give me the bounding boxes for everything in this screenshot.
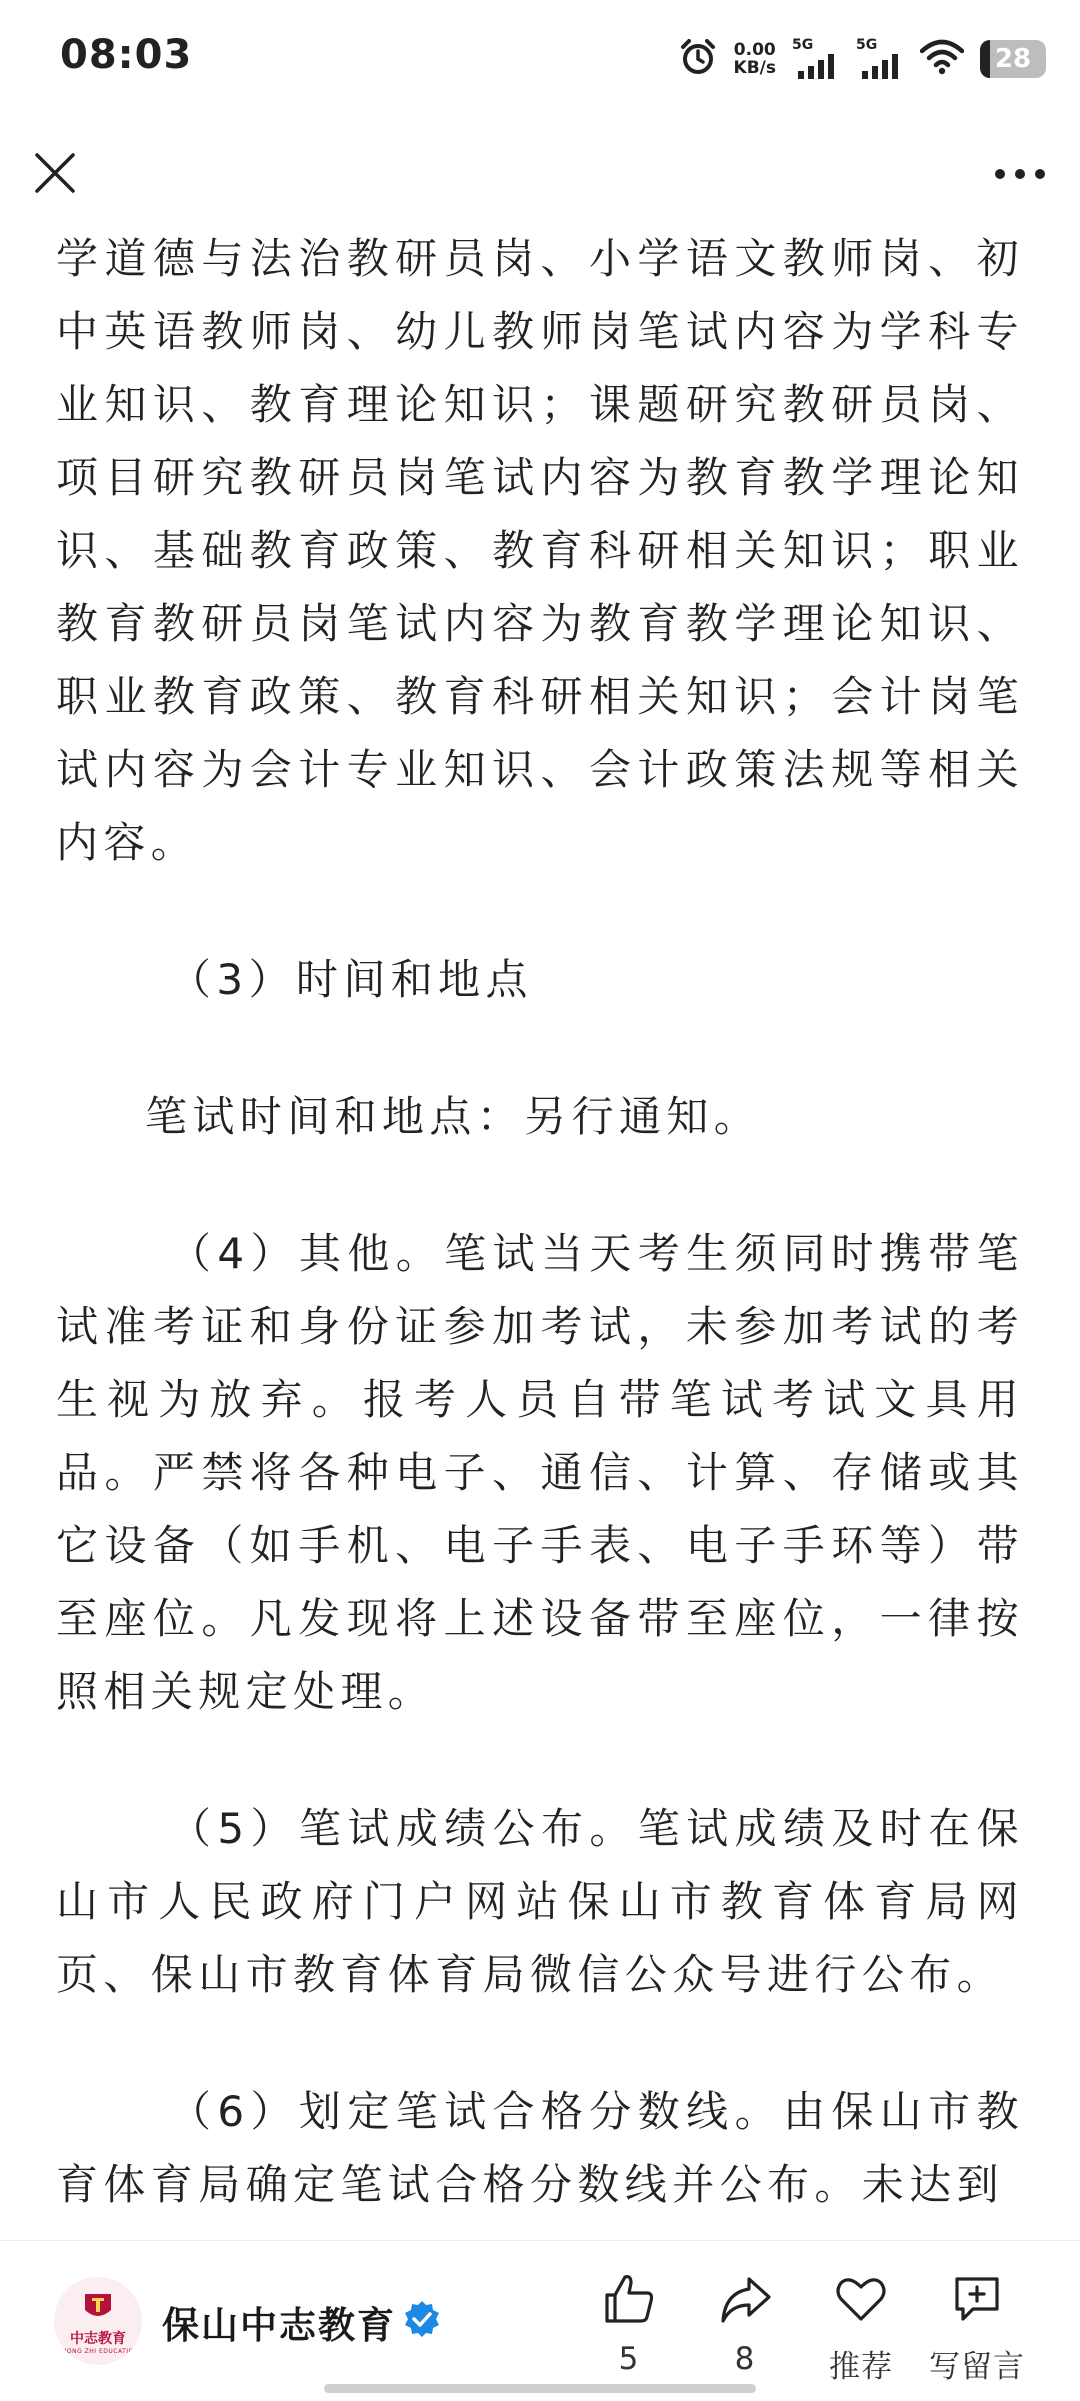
more-button[interactable]	[984, 144, 1056, 206]
account-name[interactable]: 保山中志教育	[162, 2304, 396, 2347]
verified-badge-icon	[402, 2299, 442, 2339]
like-button[interactable]	[574, 2271, 684, 2377]
account-avatar[interactable]	[54, 2277, 142, 2365]
article-paragraph: （4）其他。笔试当天考生须同时携带笔试准考证和身份证参加考试，未参加考试的考生视为放弃。报考人员自带笔试考试文具用品。严禁将各种电子、通信、计算、存储或其它设备（如手机、电子手表、电子手环等）带至座位。凡发现将上述设备带至座位，一律按照相关规定处理。	[56, 1229, 1024, 1716]
more-icon	[992, 166, 1048, 185]
comment-button[interactable]	[922, 2271, 1032, 2386]
recommend-label: 推荐	[829, 2349, 893, 2385]
signal-icon-sim2	[856, 39, 904, 79]
logo-emblem-icon	[81, 2288, 115, 2326]
article-paragraph: （5）笔试成绩公布。笔试成绩及时在保山市人民政府门户网站保山市教育体育局网页、保山市教育体育局微信公众号进行公布。	[56, 1804, 1024, 1999]
net-speed-unit: KB/s	[733, 58, 776, 78]
article-body	[0, 222, 1080, 2240]
status-bar	[0, 0, 1080, 118]
close-button[interactable]	[24, 144, 86, 206]
logo-subtext: ZHONG ZHI EDUCATION	[57, 2347, 139, 2355]
close-icon	[33, 151, 77, 199]
bottom-bar	[0, 2240, 1080, 2401]
status-time: 08:03	[60, 32, 193, 78]
like-count: 5	[618, 2341, 640, 2377]
heart-icon	[833, 2271, 889, 2331]
article-paragraph: 笔试时间和地点：另行通知。	[145, 1092, 762, 1141]
article-paragraph: 学道德与法治教研员岗、小学语文教师岗、初中英语教师岗、幼儿教师岗笔试内容为学科专业知识、教育理论知识；课题研究教研员岗、项目研究教研员岗笔试内容为教育教学理论知识、基础教育政策、教育科研相关知识；职业教育教研员岗笔试内容为教育教学理论知识、职业教育政策、教育科研相关知识；会计岗笔试内容为会计专业知识、会计政策法规等相关内容。	[56, 234, 1024, 867]
alarm-icon	[678, 37, 718, 81]
comment-label: 写留言	[929, 2349, 1025, 2385]
sim2-label: 5G	[856, 37, 878, 53]
comment-add-icon	[949, 2271, 1005, 2331]
recommend-button[interactable]	[806, 2271, 916, 2386]
share-count: 8	[734, 2341, 756, 2377]
logo-text: 中志教育	[70, 2330, 126, 2347]
signal-icon-sim1	[792, 39, 840, 79]
article-paragraph: （3）时间和地点	[169, 955, 533, 1004]
wifi-icon	[920, 39, 964, 79]
status-icons	[678, 34, 1046, 84]
battery-level: 28	[994, 44, 1032, 74]
net-speed	[734, 41, 776, 77]
share-button[interactable]	[690, 2271, 800, 2377]
home-indicator[interactable]	[324, 2384, 756, 2393]
top-nav	[0, 118, 1080, 238]
sim1-label: 5G	[792, 37, 814, 53]
net-speed-value: 0.00	[733, 40, 776, 60]
share-arrow-icon	[717, 2271, 773, 2331]
thumbs-up-icon	[601, 2271, 657, 2331]
battery-icon	[980, 40, 1046, 78]
article-paragraph: （6）划定笔试合格分数线。由保山市教育体育局确定笔试合格分数线并公布。未达到	[56, 2087, 1024, 2209]
